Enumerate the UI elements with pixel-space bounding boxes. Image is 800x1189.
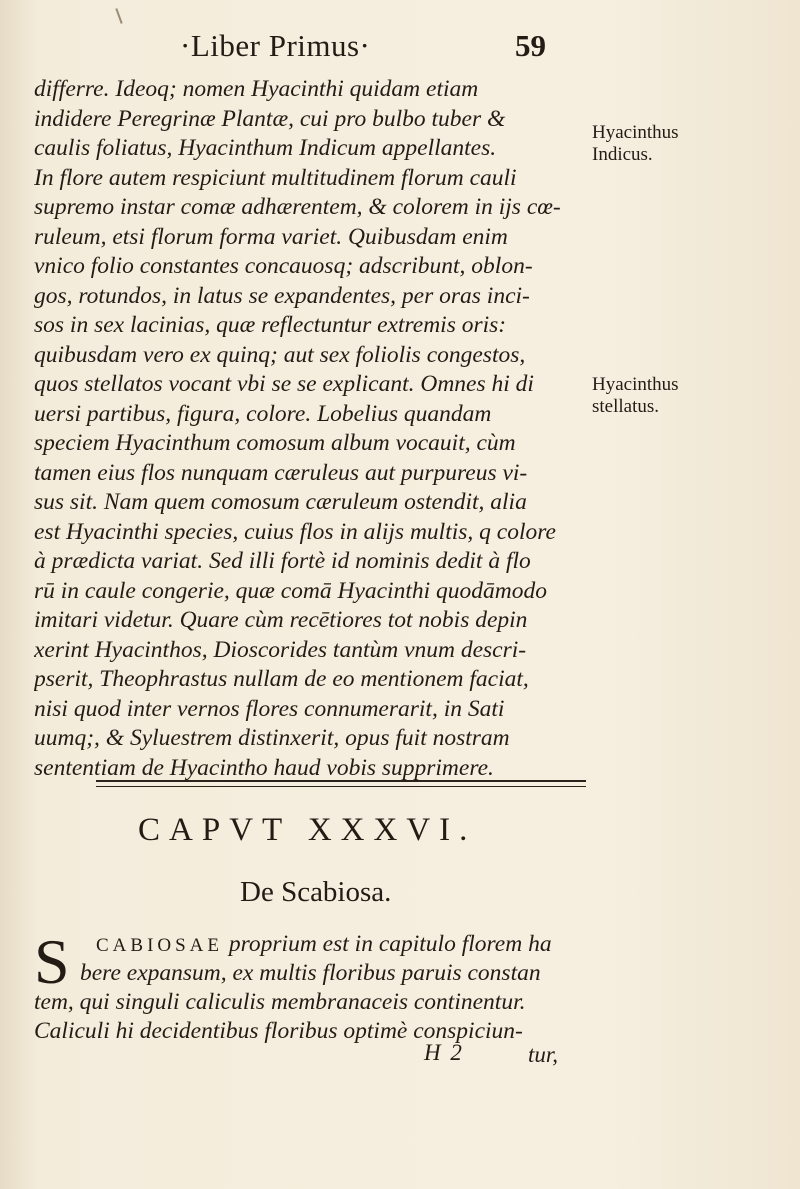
text-line: uumq;, & Syluestrem distinxerit, opus fuit nostram bbox=[34, 725, 510, 751]
chapter-line: bere expansum, ex multis floribus paruis constan bbox=[80, 960, 541, 986]
text-line: ruleum, etsi florum forma variet. Quibusdam enim bbox=[34, 223, 508, 250]
text-line: nisi quod inter vernos flores connumerarit, in Sati bbox=[34, 695, 505, 722]
lead-smallcaps: CABIOSAE bbox=[96, 935, 224, 956]
text-line: indidere Peregrinæ Plantæ, cui pro bulbo tuber & bbox=[34, 105, 506, 132]
drop-cap: S bbox=[34, 926, 70, 997]
margin-note-line: Hyacinthus bbox=[592, 122, 679, 143]
text-line: imitari videtur. Quare cùm recētiores tot nobis depin bbox=[34, 607, 528, 633]
chapter-line bbox=[34, 930, 634, 959]
text-line: pserit, Theophrastus nullam de eo mentionem faciat, bbox=[34, 666, 529, 692]
chapter-line-text: proprium est in capitulo florem ha bbox=[228, 931, 552, 957]
text-line: caulis foliatus, Hyacinthum Indicum appellantes. bbox=[34, 135, 497, 161]
text-line: tamen eius flos nunquam cæruleus aut purpureus vi- bbox=[34, 459, 528, 486]
body-text bbox=[34, 75, 594, 783]
margin-note-line: Indicus. bbox=[592, 144, 653, 165]
text-line: xerint Hyacinthos, Dioscorides tantùm vnum descri- bbox=[34, 636, 527, 663]
catchword: tur, bbox=[528, 1042, 559, 1067]
text-line: à prædicta variat. Sed illi fortè id nominis dedit à flo bbox=[34, 548, 531, 574]
chapter-line: tem, qui singuli caliculis membranaceis continentur. bbox=[34, 989, 526, 1015]
page-header bbox=[180, 28, 600, 68]
margin-note-line: stellatus. bbox=[592, 396, 660, 417]
text-line: In flore autem respiciunt multitudinem florum cauli bbox=[34, 164, 517, 191]
text-line: rū in caule congerie, quæ comā Hyacinthi quodāmodo bbox=[34, 577, 547, 604]
text-line: quibusdam vero ex quinq; aut sex foliolis congestos, bbox=[34, 341, 526, 368]
section-title: De Scabiosa. bbox=[240, 876, 392, 908]
text-line: supremo instar comæ adhærentem, & colorem in ijs cœ- bbox=[34, 194, 561, 220]
text-line: gos, rotundos, in latus se expandentes, per oras inci- bbox=[34, 282, 530, 309]
text-line: uersi partibus, figura, colore. Lobelius quandam bbox=[34, 400, 492, 427]
margin-note-hyacinthus-indicus bbox=[592, 122, 792, 166]
text-line: quos stellatos vocant vbi se se explicant. Omnes hi di bbox=[34, 371, 534, 397]
text-line: sus sit. Nam quem comosum cæruleum ostendit, alia bbox=[34, 489, 527, 515]
running-title: ·Liber Primus· bbox=[180, 28, 371, 63]
section-divider bbox=[96, 786, 586, 787]
chapter-line: Caliculi hi decidentibus floribus optimè conspiciun- bbox=[34, 1018, 523, 1044]
chapter-text bbox=[34, 926, 634, 1046]
text-line: vnico folio constantes concauosq; adscribunt, oblon- bbox=[34, 253, 533, 279]
margin-note-line: Hyacinthus bbox=[592, 374, 679, 395]
text-line: differre. Ideoq; nomen Hyacinthi quidam etiam bbox=[34, 76, 479, 102]
ink-mark bbox=[115, 8, 122, 24]
chapter-heading: CAPVT XXXVI. bbox=[138, 812, 477, 848]
page-number: 59 bbox=[515, 28, 546, 63]
text-line: sos in sex lacinias, quæ reflectuntur extremis oris: bbox=[34, 312, 507, 338]
text-line: sententiam de Hyacintho haud vobis supprimere. bbox=[34, 754, 494, 781]
signature-mark: H 2 bbox=[424, 1040, 464, 1065]
text-line: speciem Hyacinthum comosum album vocauit, cùm bbox=[34, 430, 516, 456]
section-divider bbox=[96, 780, 586, 782]
text-line: est Hyacinthi species, cuius flos in alijs multis, q colore bbox=[34, 518, 556, 545]
margin-note-hyacinthus-stellatus bbox=[592, 374, 792, 418]
